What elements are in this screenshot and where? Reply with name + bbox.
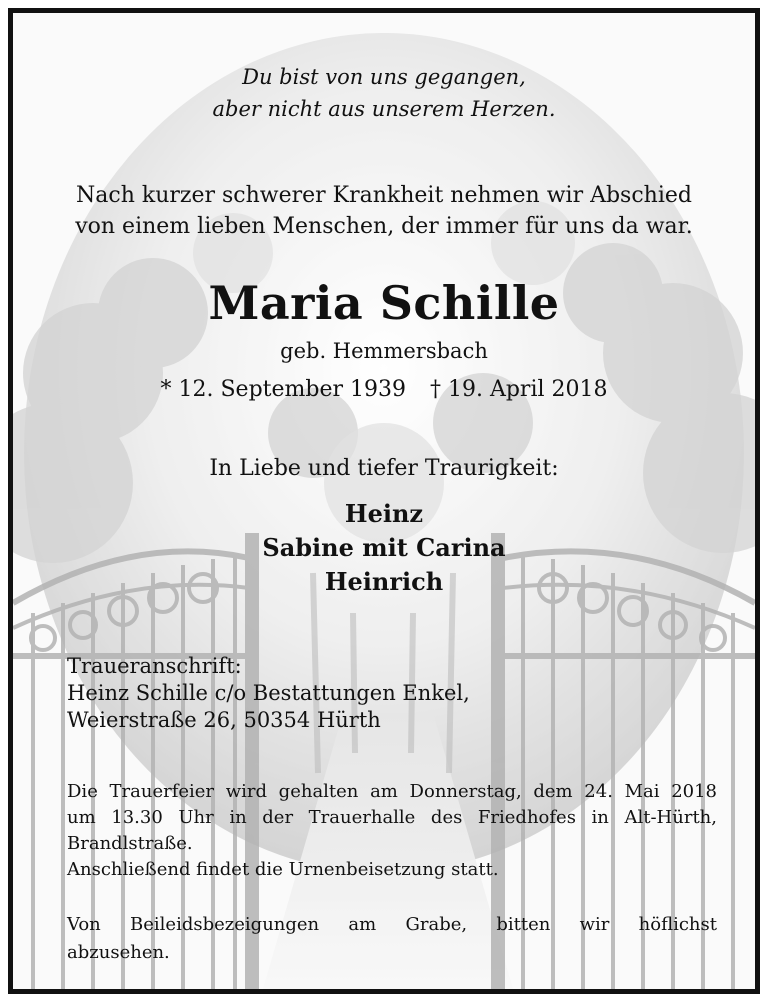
ceremony-line-2: um 13.30 Uhr in der Trauerhalle des Friedhofes in Alt-Hürth,: [67, 807, 717, 828]
mourners-intro: In Liebe und tiefer Traurigkeit:: [209, 456, 559, 481]
motto-line-1: Du bist von uns gegangen,: [242, 65, 526, 89]
mourners-list: [13, 497, 755, 599]
address-line-1: Heinz Schille c/o Bestattungen Enkel,: [67, 681, 470, 705]
ceremony-line-1: Die Trauerfeier wird gehalten am Donnerstag, dem 24. Mai 2018: [67, 781, 717, 802]
mourner-name: Sabine mit Carina: [262, 533, 506, 562]
funeral-ceremony-info: [67, 779, 717, 883]
obituary-notice: [8, 8, 760, 994]
death-date: † 19. April 2018: [429, 377, 608, 402]
condolence-line-2: abzusehen.: [67, 942, 170, 963]
mourning-address: [67, 653, 470, 734]
deceased-name: Maria Schille: [208, 276, 560, 330]
mourner-name: Heinz: [344, 499, 424, 528]
birth-date: * 12. September 1939: [160, 377, 406, 402]
condolence-line-1: Von Beileidsbezeigungen am Grabe, bitten wir höflichst: [67, 914, 717, 935]
life-dates: [13, 375, 755, 405]
ceremony-line-3: Brandlstraße.: [67, 833, 193, 854]
intro-text: [13, 180, 755, 242]
address-line-2: Weierstraße 26, 50354 Hürth: [67, 708, 381, 732]
address-label: Traueranschrift:: [67, 654, 242, 678]
intro-line-1: Nach kurzer schwerer Krankheit nehmen wir Abschied: [76, 183, 692, 208]
motto-line-2: aber nicht aus unserem Herzen.: [212, 97, 556, 121]
ceremony-line-4: Anschließend findet die Urnenbeisetzung statt.: [67, 859, 499, 880]
intro-line-2: von einem lieben Menschen, der immer für uns da war.: [75, 214, 693, 239]
motto: [13, 61, 755, 125]
mourner-name: Heinrich: [324, 567, 444, 596]
notice-text: [13, 13, 755, 989]
condolence-note: [67, 911, 717, 967]
maiden-name: geb. Hemmersbach: [280, 339, 488, 363]
